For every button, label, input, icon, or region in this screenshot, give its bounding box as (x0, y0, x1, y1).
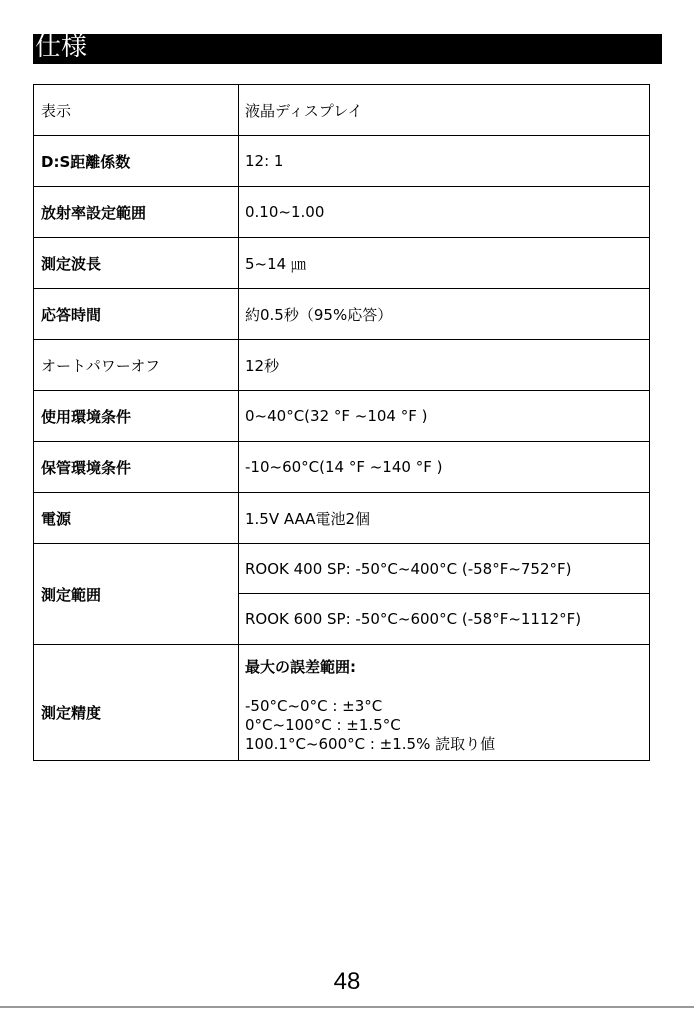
spec-value-response-time: 約0.5秒（95%応答） (239, 289, 650, 340)
spec-value-storage-conditions: -10~60°C(14 °F ~140 °F ) (239, 442, 650, 493)
measurement-range-rook-600: ROOK 600 SP: -50°C~600°C (-58°F~1112°F) (245, 610, 582, 628)
accuracy-line: -50°C~0°C : ±3°C (245, 697, 383, 715)
spec-label-wavelength: 測定波長 (34, 238, 239, 289)
accuracy-line: 100.1°C~600°C : ±1.5% 読取り値 (245, 735, 496, 753)
spec-value-operating-conditions: 0~40°C(32 °F ~104 °F ) (239, 391, 650, 442)
spec-label-power: 電源 (34, 493, 239, 544)
table-row (34, 391, 650, 442)
spec-value-power: 1.5V AAA電池2個 (239, 493, 650, 544)
spec-value-display: 液晶ディスプレイ (239, 85, 650, 136)
spec-value-wavelength: 5~14 ㎛ (239, 238, 650, 289)
spec-label-auto-power-off: オートパワーオフ (34, 340, 239, 391)
table-row (34, 85, 650, 136)
spec-label-response-time: 応答時間 (34, 289, 239, 340)
spec-value-accuracy (239, 645, 650, 761)
table-row (34, 442, 650, 493)
measurement-range-rook-400: ROOK 400 SP: -50°C~400°C (-58°F~752°F) (239, 544, 649, 594)
section-title: 仕様 (35, 32, 88, 62)
spec-label-distance-ratio: D:S距離係数 (34, 136, 239, 187)
spec-table (33, 84, 650, 761)
table-row (34, 340, 650, 391)
table-row (34, 645, 650, 761)
section-title-bar (33, 34, 662, 64)
table-row (34, 136, 650, 187)
spec-label-operating-conditions: 使用環境条件 (34, 391, 239, 442)
spec-label-emissivity: 放射率設定範囲 (34, 187, 239, 238)
accuracy-line: 0°C~100°C : ±1.5°C (245, 716, 401, 734)
bottom-divider (0, 1006, 694, 1008)
accuracy-heading: 最大の誤差範囲: (245, 658, 356, 676)
spec-value-emissivity: 0.10~1.00 (239, 187, 650, 238)
spec-label-measurement-range: 測定範囲 (34, 544, 239, 645)
spec-value-measurement-range (239, 544, 650, 645)
table-row (34, 289, 650, 340)
table-row (34, 238, 650, 289)
page-number: 48 (333, 968, 361, 995)
table-row (34, 544, 650, 645)
spec-label-storage-conditions: 保管環境条件 (34, 442, 239, 493)
table-row (34, 187, 650, 238)
spec-label-display: 表示 (34, 85, 239, 136)
spec-value-distance-ratio: 12: 1 (239, 136, 650, 187)
spec-label-accuracy: 測定精度 (34, 645, 239, 761)
spec-value-auto-power-off: 12秒 (239, 340, 650, 391)
table-row (34, 493, 650, 544)
